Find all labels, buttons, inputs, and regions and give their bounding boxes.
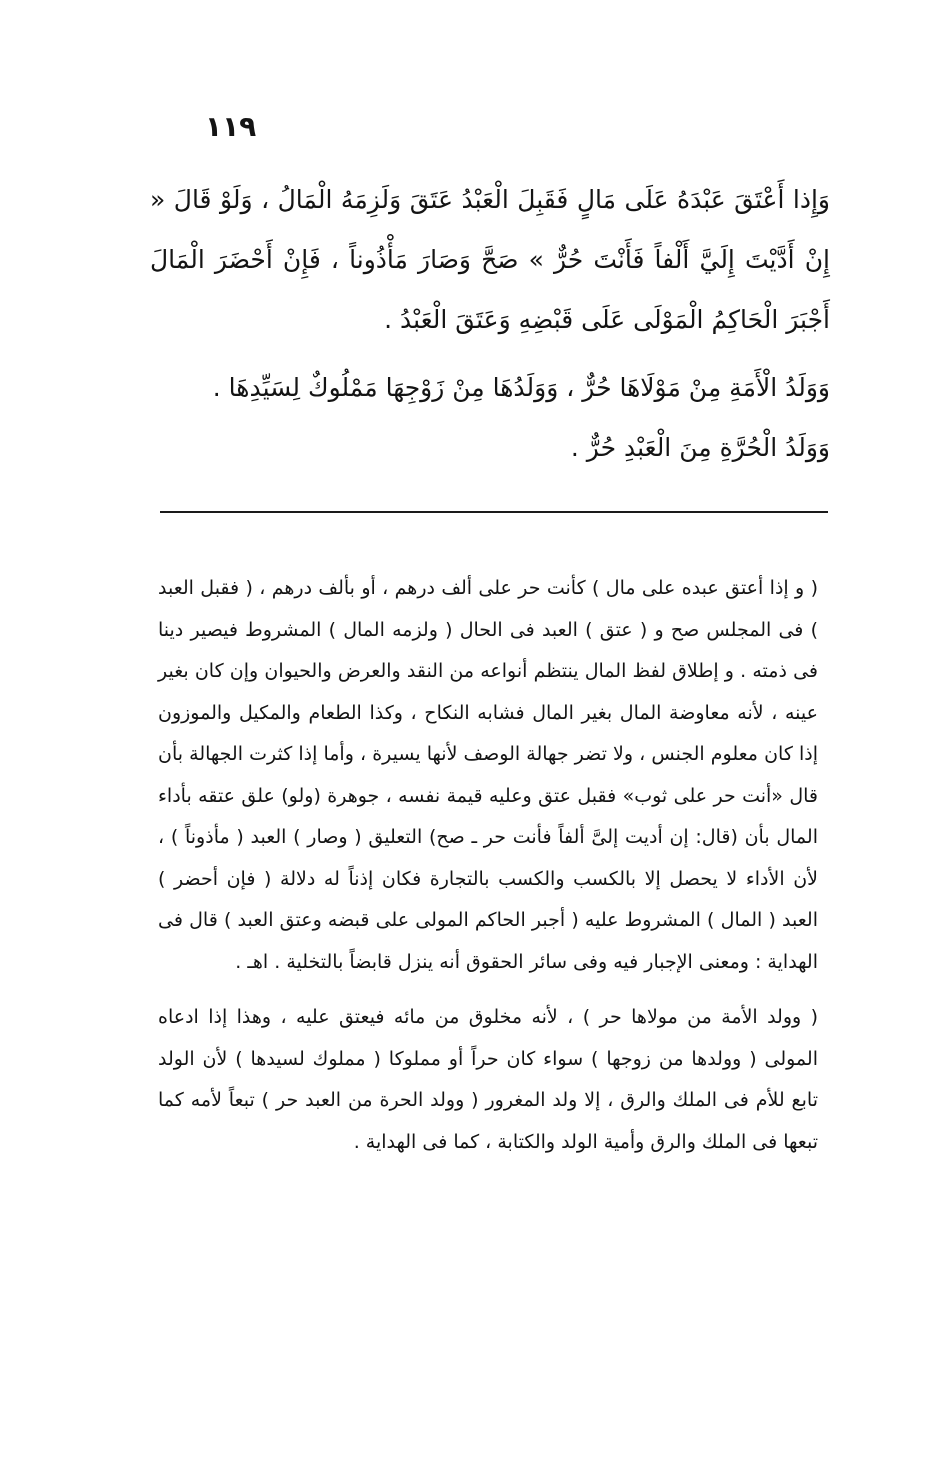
main-text-paragraph-manumission-for-money: وَإِذا أَعْتَقَ عَبْدَهُ عَلَى مَالٍ فَقَبِلَ الْعَبْدُ عَتَقَ وَلَزِمَهُ الْمَالُ ، وَلَوْ قَالَ « إِنْ أَدَّيْتَ إِلَيَّ أَلْفاً فَأَنْتَ حُرٌّ » صَحَّ وَصَارَ مَأْذُوناً ، فَإِنْ أَحْضَرَ الْمَالَ أَجْبَرَ الْحَاكِمُ الْمَوْلَى عَلَى قَبْضِهِ وَعَتَقَ الْعَبْدُ .: [150, 185, 830, 334]
main-text-paragraph-child-of-slave-woman: وَوَلَدُ الْأَمَةِ مِنْ مَوْلَاهَا حُرٌّ ، وَوَلَدُهَا مِنْ زَوْجِهَا مَمْلُوكٌ لِسَيِّدِهَا .: [212, 373, 830, 402]
commentary-paragraph-manumission: ( و إذا أعتق عبده على مال ) كأنت حر على ألف درهم ، أو بألف درهم ، ( فقبل العبد ) فى المجلس صح و ( عتق ) العبد فى الحال ( ولزمه المال ) المشروط فيصير دينا فى ذمته . و إطلاق لفظ المال ينتظم أنواعه من النقد والعرض والحيوان وإن كان بغير عينه ، لأنه معاوضة المال بغير المال فشابه النكاح ، وكذا الطعام والمكيل والموزون إذا كان معلوم الجنس ، ولا تضر جهالة الوصف لأنها يسيرة ، وأما إذا كثرت الجهالة بأن قال «أنت حر على ثوب» فقبل عتق وعليه قيمة نفسه ، جوهرة (ولو) علق عتقه بأداء المال بأن (قال: إن أديت إلىَّ ألفاً فأنت حر ـ صح) التعليق ( وصار ) العبد ( مأذوناً ) ، لأن الأداء لا يحصل إلا بالكسب والكسب بالتجارة فكان إذناً له دلالة ( فإن أحضر ) العبد ( المال ) المشروط عليه ( أجبر الحاكم المولى على قبضه وعتق العبد ) قال فى الهداية : ومعنى الإجبار فيه وفى سائر الحقوق أنه ينزل قابضاً بالتخلية . اهـ .: [158, 577, 818, 973]
main-text-paragraph-child-of-free-woman: وَوَلَدُ الْحُرَّةِ مِنَ الْعَبْدِ حُرٌّ .: [570, 433, 830, 462]
main-text: [150, 170, 830, 478]
commentary-text: [158, 568, 818, 1163]
commentary-paragraph-child-status: ( وولد الأمة من مولاها حر ) ، لأنه مخلوق من مائه فيعتق عليه ، وهذا إذا ادعاه المولى ( وولدها من زوجها ) سواء كان حراً أو مملوكا ( مملوك لسيدها ) لأن الولد تابع للأم فى الملك والرق ، إلا ولد المغرور ( وولد الحرة من العبد حر ) تبعاً لأمه كما تبعها فى الملك والرق وأمية الولد والكتابة ، كما فى الهداية .: [158, 1006, 818, 1153]
section-divider: [160, 511, 828, 513]
page-number: ١١٩: [205, 110, 257, 143]
